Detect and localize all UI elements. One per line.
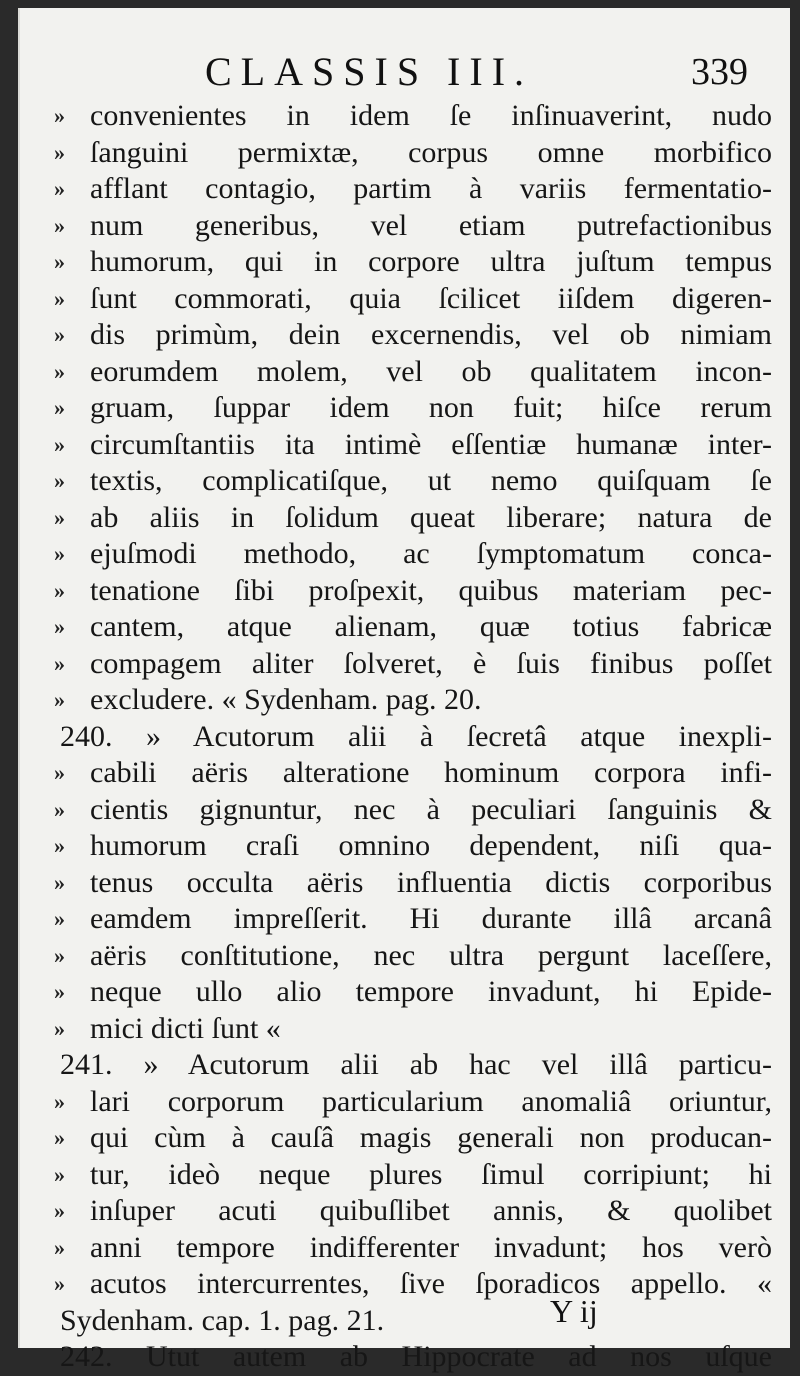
line-text: eorumdem molem, vel ob qualitatem incon-	[90, 354, 772, 388]
line-text: ejuſmodi methodo, ac ſymptomatum conca-	[90, 537, 772, 570]
quote-mark: »	[54, 212, 65, 238]
quote-mark: »	[54, 687, 65, 712]
text-line	[20, 865, 790, 902]
line-text: Sydenham. cap. 1. pag. 21.	[60, 1303, 385, 1337]
text-line	[20, 427, 790, 464]
quote-mark: »	[54, 796, 65, 822]
text-line	[20, 281, 790, 318]
line-text: aëris conſtitutione, nec ultra pergunt laceſſere,	[90, 938, 772, 972]
text-line	[20, 1011, 790, 1048]
text-line	[20, 317, 790, 354]
quote-mark: »	[54, 1161, 65, 1187]
text-line	[20, 792, 790, 829]
line-text: excludere. « Sydenham. pag. 20.	[90, 683, 482, 716]
text-line	[20, 974, 790, 1011]
line-text: gruam, ſuppar idem non fuit; hiſce rerum	[90, 391, 772, 424]
line-text: compagem aliter ſolveret, è ſuis finibus poſſet	[90, 646, 772, 680]
quote-mark: »	[54, 285, 65, 311]
quote-mark: »	[54, 614, 65, 639]
quote-mark: »	[54, 249, 65, 274]
quote-mark: »	[54, 869, 65, 895]
text-line	[20, 390, 790, 427]
line-text: eamdem impreſſerit. Hi durante illâ arcanâ	[90, 902, 772, 935]
text-line	[20, 208, 790, 245]
line-text: num generibus, vel etiam putrefactionibus	[90, 208, 772, 242]
text-line	[20, 1230, 790, 1267]
line-text: ſanguini permixtæ, corpus omne morbifico	[90, 135, 772, 169]
quote-mark: »	[54, 504, 65, 530]
body-text	[20, 98, 790, 1376]
quote-mark: »	[54, 1271, 65, 1296]
line-text: anni tempore indifferenter invadunt; hos verò	[90, 1230, 772, 1264]
line-text: circumſtantiis ita intimè eſſentiæ humanæ inter-	[90, 427, 772, 461]
line-text: inſuper acuti quibuſlibet annis, & quolibet	[90, 1194, 772, 1227]
text-line	[20, 171, 790, 208]
text-line	[20, 1193, 790, 1230]
signature-mark: Y ij	[550, 1293, 598, 1329]
quote-mark: »	[54, 358, 65, 384]
line-text: textis, complicatiſque, ut nemo quiſquam ſe	[90, 464, 772, 497]
text-line	[20, 609, 790, 646]
page-header	[20, 48, 790, 100]
line-text: ſunt commorati, quia ſcilicet iiſdem digeren-	[90, 281, 772, 315]
quote-mark: »	[54, 1125, 65, 1150]
line-text: tenatione ſibi proſpexit, quibus materiam pec-	[90, 573, 772, 607]
text-line	[20, 500, 790, 537]
quote-mark: »	[54, 942, 65, 968]
text-line	[20, 646, 790, 683]
quote-mark: »	[54, 176, 65, 201]
text-line	[20, 1266, 790, 1303]
page-number: 339	[691, 51, 748, 93]
line-text: cientis gignuntur, nec à peculiari ſanguinis &	[90, 792, 772, 826]
quote-mark: »	[54, 103, 65, 128]
text-line	[20, 938, 790, 975]
text-line	[20, 682, 790, 719]
quote-mark: »	[54, 139, 65, 165]
line-text: tenus occulta aëris influentia dictis corporibus	[90, 865, 772, 899]
text-line	[20, 135, 790, 172]
text-line	[20, 244, 790, 281]
quote-mark: »	[54, 1088, 65, 1114]
quote-mark: »	[54, 1198, 65, 1223]
text-line	[20, 1157, 790, 1194]
quote-mark: »	[54, 1234, 65, 1260]
quote-mark: »	[54, 760, 65, 785]
line-text: ab aliis in ſolidum queat liberare; natura de	[90, 500, 772, 534]
line-text: mici dicti ſunt «	[90, 1011, 281, 1045]
line-text: lari corporum particularium anomaliâ oriuntur,	[90, 1084, 772, 1118]
paragraph-start-242	[20, 1339, 790, 1376]
text-line	[20, 98, 790, 135]
quote-mark: »	[54, 833, 65, 858]
citation-line	[20, 1303, 790, 1340]
text-line	[20, 1120, 790, 1157]
quote-mark: »	[54, 650, 65, 676]
running-head: CLASSIS III.	[205, 49, 534, 94]
quote-mark: »	[54, 1015, 65, 1041]
quote-mark: »	[54, 577, 65, 603]
text-line	[20, 463, 790, 500]
line-text: afflant contagio, partim à variis fermentatio-	[90, 172, 772, 205]
line-text: convenientes in idem ſe inſinuaverint, nudo	[90, 99, 772, 132]
quote-mark: »	[54, 979, 65, 1004]
paragraph-start-241	[20, 1047, 790, 1084]
text-line	[20, 755, 790, 792]
line-text: 241. » Acutorum alii ab hac vel illâ particu-	[60, 1048, 772, 1081]
quote-mark: »	[54, 541, 65, 566]
line-text: 242. Utut autem ab Hippocrate ad nos uſque	[60, 1340, 772, 1373]
quote-mark: »	[54, 322, 65, 347]
text-line	[20, 828, 790, 865]
line-text: 240. » Acutorum alii à ſecretâ atque inexpli-	[60, 719, 772, 753]
text-line	[20, 354, 790, 391]
line-text: tur, ideò neque plures ſimul corripiunt; hi	[90, 1157, 772, 1191]
line-text: humorum, qui in corpore ultra juſtum tempus	[90, 245, 772, 278]
quote-mark: »	[54, 468, 65, 493]
quote-mark: »	[54, 431, 65, 457]
text-line	[20, 901, 790, 938]
line-text: qui cùm à cauſâ magis generali non producan-	[90, 1121, 772, 1154]
line-text: acutos intercurrentes, ſive ſporadicos appello. «	[90, 1267, 772, 1300]
quote-mark: »	[54, 906, 65, 931]
text-line	[20, 1084, 790, 1121]
book-page	[18, 8, 790, 1373]
line-text: neque ullo alio tempore invadunt, hi Epide-	[90, 975, 772, 1008]
paragraph-start-240	[20, 719, 790, 756]
quote-mark: »	[54, 395, 65, 420]
line-text: dis primùm, dein excernendis, vel ob nimiam	[90, 318, 772, 351]
text-line	[20, 536, 790, 573]
text-line	[20, 573, 790, 610]
line-text: cabili aëris alteratione hominum corpora infi-	[90, 756, 772, 789]
line-text: humorum craſi omnino dependent, niſi qua-	[90, 829, 772, 862]
line-text: cantem, atque alienam, quæ totius fabricæ	[90, 610, 772, 643]
